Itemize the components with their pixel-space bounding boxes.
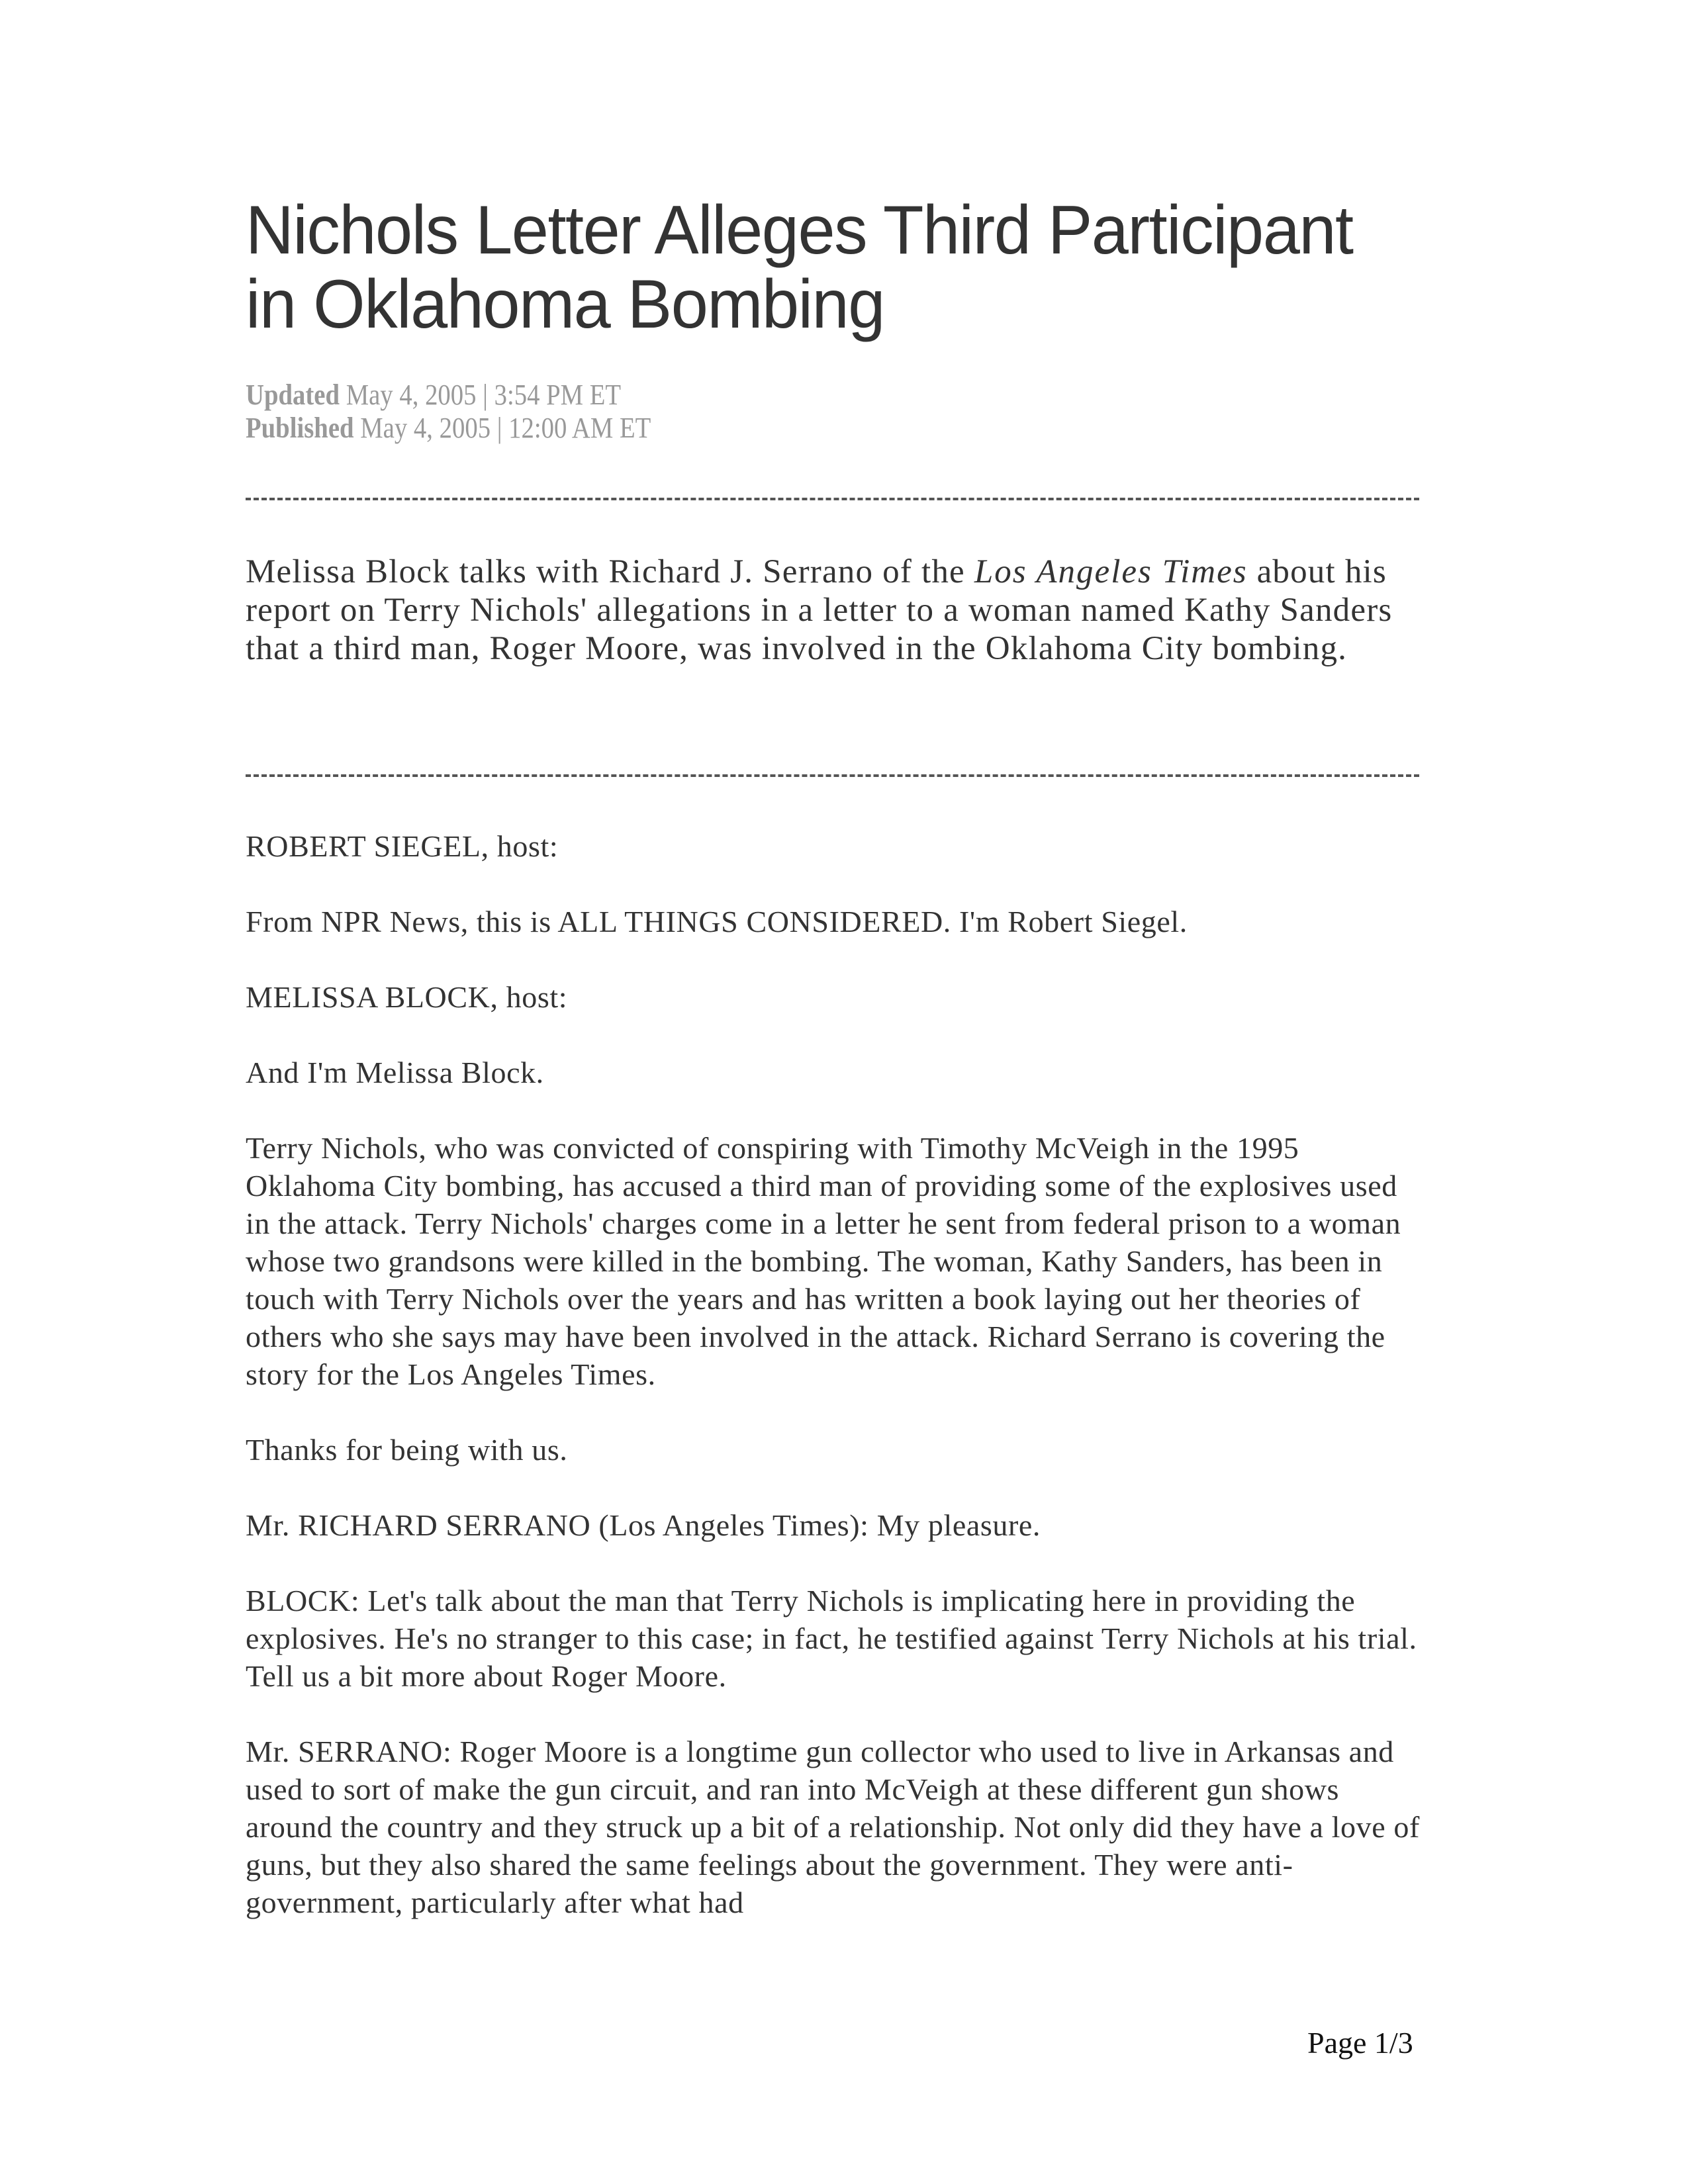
article-title: [246, 193, 1389, 341]
transcript-paragraph: Terry Nichols, who was convicted of conspiring with Timothy McVeigh in the 1995 Oklahoma City bombing, has accused a third man of providing some of the explosives used in the attack. Terry Nichols' charges come in a letter he sent from federal prison to a woman whose two grandsons were killed in the bombing. The woman, Kathy Sanders, has been in touch with Terry Nichols over the years and has written a book laying out her theories of others who she says may have been involved in the attack. Richard Serrano is covering the story for the Los Angeles Times.: [246, 1131, 1401, 1391]
transcript-paragraph: Mr. SERRANO: Roger Moore is a longtime gun collector who used to live in Arkansas and used to sort of make the gun circuit, and ran into McVeigh at these different gun shows around the country and they struck up a bit of a relationship. Not only did they have a love of guns, but they also shared the same feelings about the government. They were anti-government, particularly after what had: [246, 1735, 1420, 1919]
abstract-text-start: Melissa Block talks with Richard J. Serrano of the: [246, 553, 974, 590]
abstract-text-end: about his report on Terry Nichols' allegations in a letter to a woman named Kathy Sanders that a third man, Roger Moore, was involved in the Oklahoma City bombing.: [246, 553, 1393, 667]
transcript-paragraph: From NPR News, this is ALL THINGS CONSIDERED. I'm Robert Siegel.: [246, 905, 1188, 938]
transcript-paragraph: And I'm Melissa Block.: [246, 1056, 544, 1089]
page-number: Page 1/3: [1307, 2026, 1413, 2060]
transcript-paragraph: Thanks for being with us.: [246, 1433, 568, 1467]
updated-line: [246, 379, 651, 412]
published-line: [246, 412, 651, 445]
article-title-line-1: Nichols Letter Alleges Third Participant: [246, 192, 1353, 269]
published-label: Published: [246, 412, 354, 444]
transcript-body: [246, 827, 1424, 1959]
updated-label: Updated: [246, 379, 340, 411]
transcript-paragraph: MELISSA BLOCK, host:: [246, 980, 568, 1014]
updated-timestamp: May 4, 2005 | 3:54 PM ET: [346, 379, 622, 411]
article-title-line-2: in Oklahoma Bombing: [246, 266, 884, 343]
article-abstract: [246, 553, 1424, 668]
dashed-divider-top: [246, 498, 1419, 500]
transcript-paragraph: Mr. RICHARD SERRANO (Los Angeles Times): My pleasure.: [246, 1508, 1041, 1542]
transcript-paragraph: BLOCK: Let's talk about the man that Terry Nichols is implicating here in providing the explosives. He's no stranger to this case; in fact, he testified against Terry Nichols at his trial. Tell us a bit more about Roger Moore.: [246, 1584, 1417, 1693]
transcript-paragraph: ROBERT SIEGEL, host:: [246, 829, 559, 863]
published-timestamp: May 4, 2005 | 12:00 AM ET: [360, 412, 651, 444]
article-meta: [246, 379, 651, 445]
abstract-publication-name: Los Angeles Times: [974, 553, 1248, 590]
dashed-divider-bottom: [246, 774, 1419, 777]
